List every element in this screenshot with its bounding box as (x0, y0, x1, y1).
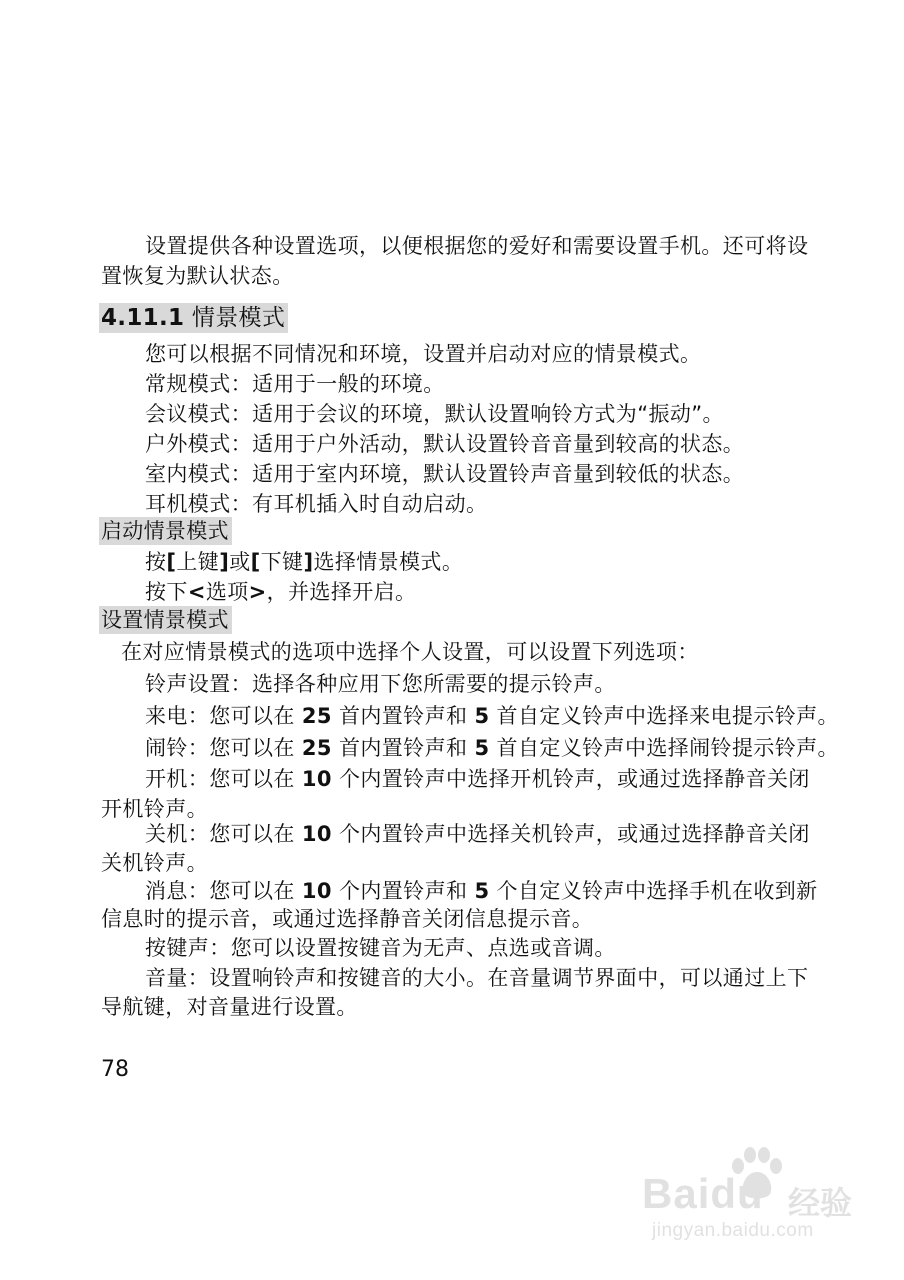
setting-keytone: 按键声：您可以设置按键音为无声、点选或音调。 (145, 936, 616, 960)
mode-item: 会议模式：适用于会议的环境，默认设置响铃方式为“振动”。 (145, 402, 724, 426)
setting-poweron: 开机：您可以在 10 个内置铃声中选择开机铃声，或通过选择静音关闭 (145, 767, 810, 791)
setting-ringtone: 铃声设置：选择各种应用下您所需要的提示铃声。 (145, 672, 616, 696)
section-title: 情景模式 (191, 305, 286, 331)
watermark-cn: 经验 (788, 1184, 853, 1222)
setting-volume-cont: 导航键，对音量进行设置。 (101, 995, 358, 1019)
activate-step-1: 按[上键]或[下键]选择情景模式。 (145, 550, 464, 574)
section-heading-profiles (99, 303, 288, 333)
setting-alarm: 闹铃：您可以在 25 首内置铃声和 5 首自定义铃声中选择闹铃提示铃声。 (145, 736, 839, 760)
section-heading-settings: 设置情景模式 (99, 606, 232, 634)
baidu-watermark (620, 1140, 880, 1250)
settings-intro: 在对应情景模式的选项中选择个人设置，可以设置下列选项： (121, 640, 699, 664)
section-number: 4.11.1 (101, 305, 185, 331)
mode-item: 耳机模式：有耳机插入时自动启动。 (145, 492, 488, 516)
setting-incoming: 来电：您可以在 25 首内置铃声和 5 首自定义铃声中选择来电提示铃声。 (145, 704, 839, 728)
setting-poweron-cont: 开机铃声。 (101, 797, 208, 821)
setting-poweroff-cont: 关机铃声。 (101, 851, 208, 875)
intro-line-1: 设置提供各种设置选项，以便根据您的爱好和需要设置手机。还可将设 (145, 234, 809, 258)
mode-item: 户外模式：适用于户外活动，默认设置铃音音量到较高的状态。 (145, 432, 745, 456)
watermark-url: jingyan.baidu.com (652, 1220, 814, 1241)
mode-item: 常规模式：适用于一般的环境。 (145, 372, 445, 396)
watermark-brand: Baidu (642, 1170, 764, 1217)
page-number: 78 (101, 1057, 129, 1082)
intro-line-2: 置恢复为默认状态。 (101, 264, 294, 288)
profiles-description: 您可以根据不同情况和环境，设置并启动对应的情景模式。 (145, 342, 702, 366)
mode-item: 室内模式：适用于室内环境，默认设置铃声音量到较低的状态。 (145, 462, 745, 486)
setting-volume: 音量：设置响铃声和按键音的大小。在音量调节界面中，可以通过上下 (145, 966, 809, 990)
activate-step-2: 按下<选项>，并选择开启。 (145, 580, 417, 604)
setting-message: 消息：您可以在 10 个内置铃声和 5 个自定义铃声中选择手机在收到新 (145, 879, 818, 903)
setting-message-cont: 信息时的提示音，或通过选择静音关闭信息提示音。 (101, 907, 594, 931)
setting-poweroff: 关机：您可以在 10 个内置铃声中选择关机铃声，或通过选择静音关闭 (145, 822, 810, 846)
section-heading-activate: 启动情景模式 (99, 517, 232, 545)
